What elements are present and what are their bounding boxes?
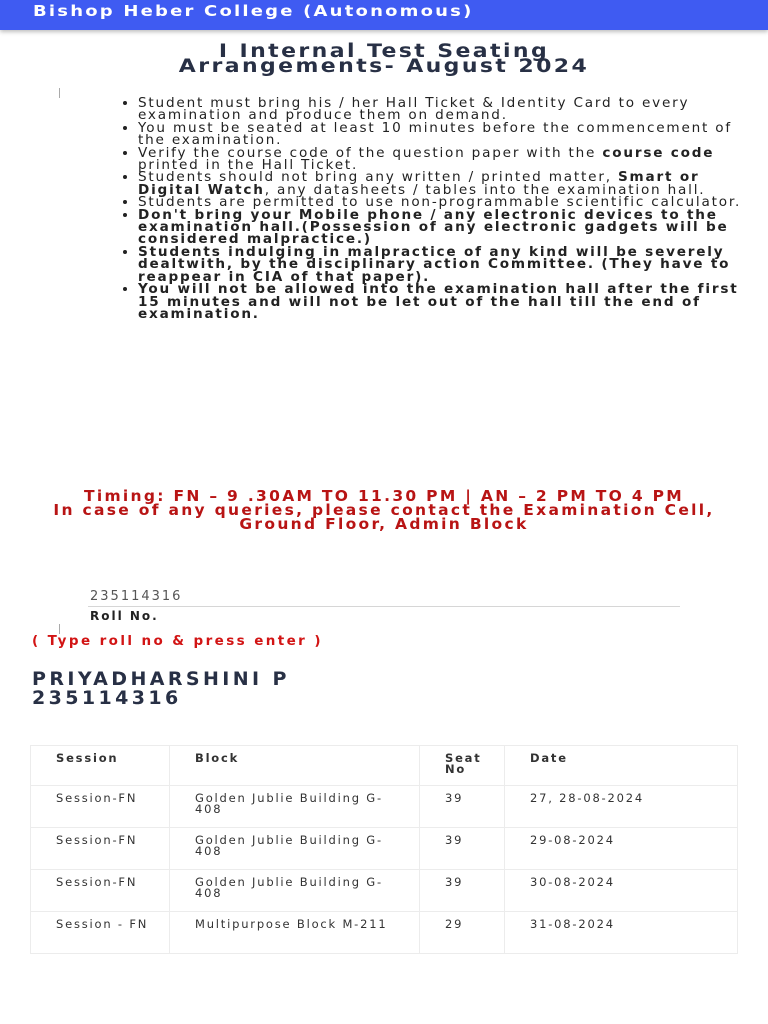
text-cursor-marker (59, 88, 60, 98)
table-row (31, 912, 738, 954)
cell-date: 27, 28-08-2024 (505, 786, 738, 828)
cell-block: Golden Jublie Building G-408 (170, 828, 420, 870)
instruction-item: • Verify the course code of the question paper with the course code printed in the Hall Ticket. (138, 147, 744, 172)
instruction-list (106, 97, 744, 320)
roll-input-label: Roll No. (90, 609, 159, 623)
roll-number-input[interactable]: 235114316 (90, 589, 183, 604)
instruction-item: • You must be seated at least 10 minutes before the commencement of the examination. (138, 122, 744, 147)
page-title-line1: I Internal Test Seating (218, 40, 550, 62)
table-row (31, 828, 738, 870)
header-session: Session (31, 746, 170, 786)
app-header-bar (0, 0, 768, 30)
instruction-item: • Student must bring his / her Hall Ticket & Identity Card to every examination and produce them on demand. (138, 97, 744, 122)
instruction-item: • You will not be allowed into the examination hall after the first 15 minutes and will not be let out of the hall till the end of examination. (138, 283, 744, 320)
cell-session: Session-FN (31, 870, 170, 912)
table-row (31, 786, 738, 828)
instruction-item: • Students should not bring any written / printed matter, Smart or Digital Watch, any datasheets / tables into the examination hall. (138, 171, 744, 196)
college-title: Bishop Heber College (Autonomous) (33, 3, 474, 21)
student-name: PRIYADHARSHINI P (32, 668, 290, 690)
exam-notice (52, 489, 716, 531)
cell-date: 30-08-2024 (505, 870, 738, 912)
instruction-item: • Students are permitted to use non-programmable scientific calculator. (138, 196, 744, 208)
roll-input-underline (88, 606, 680, 607)
instruction-item: • Students indulging in malpractice of any kind will be severely dealtwith, by the disciplinary action Committee. (They have to reappear in CIA of that paper). (138, 246, 744, 283)
page-title-line2: Arrangements- August 2024 (178, 55, 590, 78)
cell-session: Session-FN (31, 786, 170, 828)
instruction-item: • Don't bring your Mobile phone / any electronic devices to the examination hall.(Possession of any electronic gadgets will be considered malpractice.) (138, 209, 744, 246)
timing-text: Timing: FN – 9 .30AM TO 11.30 PM | AN – 2 PM TO 4 PM (83, 487, 685, 505)
table-row (31, 870, 738, 912)
student-roll-number: 235114316 (32, 687, 182, 709)
roll-input-hint: ( Type roll no & press enter ) (32, 633, 323, 649)
cell-session: Session - FN (31, 912, 170, 954)
cell-seat-no: 39 (420, 828, 505, 870)
header-block: Block (170, 746, 420, 786)
seating-table (30, 745, 738, 954)
cell-date: 31-08-2024 (505, 912, 738, 954)
cell-seat-no: 29 (420, 912, 505, 954)
cell-block: Golden Jublie Building G-408 (170, 786, 420, 828)
cell-date: 29-08-2024 (505, 828, 738, 870)
page-title (30, 40, 738, 78)
table-header-row (31, 746, 738, 786)
contact-text: In case of any queries, please contact the Examination Cell, Ground Floor, Admin Block (53, 501, 715, 533)
cell-seat-no: 39 (420, 786, 505, 828)
cell-block: Golden Jublie Building G-408 (170, 870, 420, 912)
cell-session: Session-FN (31, 828, 170, 870)
cell-block: Multipurpose Block M-211 (170, 912, 420, 954)
header-seat-no: Seat No (420, 746, 505, 786)
cell-seat-no: 39 (420, 870, 505, 912)
header-date: Date (505, 746, 738, 786)
